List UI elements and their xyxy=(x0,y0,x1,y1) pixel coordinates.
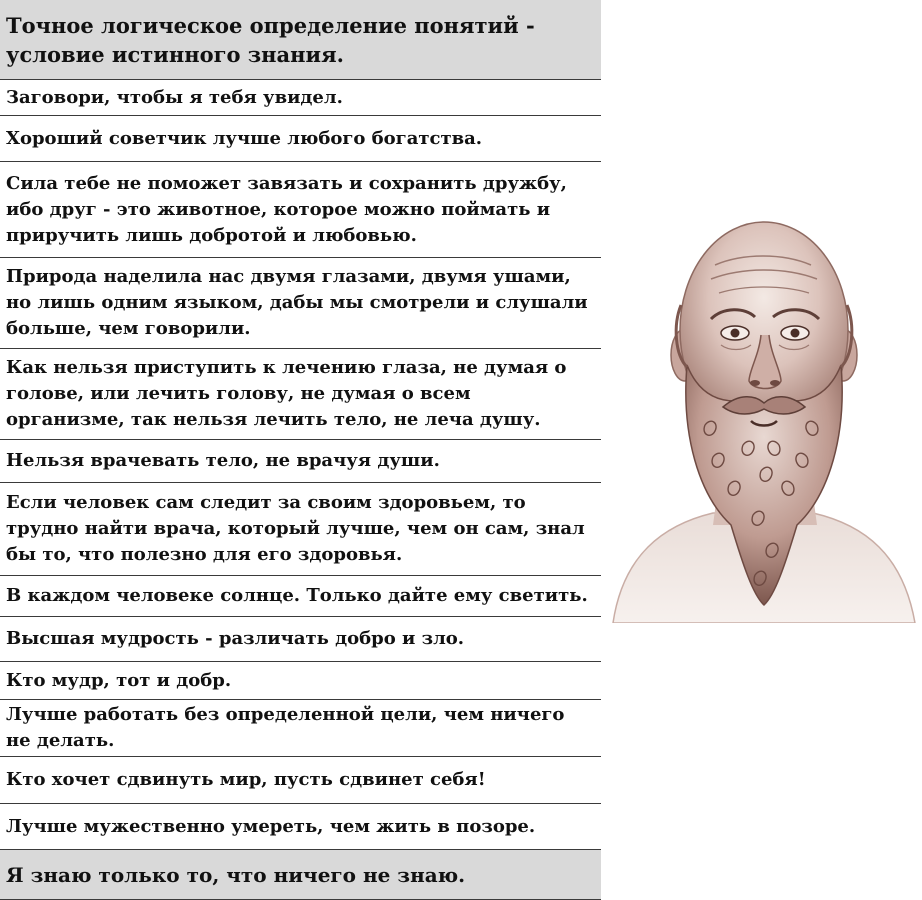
quote-text: Кто мудр, тот и добр. xyxy=(6,669,232,691)
quote-row xyxy=(0,116,601,162)
quote-text: Кто хочет сдвинуть мир, пусть сдвинет себя! xyxy=(6,769,486,790)
quote-row xyxy=(0,258,601,349)
heading-row xyxy=(0,0,601,80)
quote-row xyxy=(0,440,601,483)
quote-text: Заговори, чтобы я тебя увидел. xyxy=(6,86,343,108)
quote-text: Как нельзя приступить к лечению глаза, не думая о голове, или лечить голову, не думая о всем организме, так нельзя лечить тело, не леча душу. xyxy=(6,357,567,430)
quote-row xyxy=(0,617,601,662)
quote-text: Лучше мужественно умереть, чем жить в позоре. xyxy=(6,815,536,837)
quote-text: Высшая мудрость - различать добро и зло. xyxy=(6,628,465,649)
quote-row xyxy=(0,662,601,700)
heading-text: Точное логическое определение понятий - условие истинного знания. xyxy=(6,12,535,67)
quote-row xyxy=(0,700,601,757)
socrates-bust-icon xyxy=(603,195,922,623)
quote-row xyxy=(0,757,601,804)
closing-row xyxy=(0,850,601,900)
closing-text: Я знаю только то, что ничего не знаю. xyxy=(6,862,466,887)
quote-text: Природа наделила нас двумя глазами, двумя ушами, но лишь одним языком, дабы мы смотрели и слушали больше, чем говорили. xyxy=(6,266,588,339)
quote-row xyxy=(0,576,601,617)
quote-text: Если человек сам следит за своим здоровьем, то трудно найти врача, который лучше, чем он сам, знал бы то, что полезно для его здоровья. xyxy=(6,492,585,565)
quote-row xyxy=(0,349,601,440)
quote-text: В каждом человеке солнце. Только дайте ему светить. xyxy=(6,585,588,606)
quote-text: Сила тебе не поможет завязать и сохранить дружбу, ибо друг - это животное, которое можно поймать и приручить лишь добротой и любовью. xyxy=(6,172,567,246)
quote-text: Лучше работать без определенной цели, чем ничего не делать. xyxy=(6,704,565,751)
quote-row xyxy=(0,483,601,576)
quote-row xyxy=(0,162,601,258)
quote-text: Хороший советчик лучше любого богатства. xyxy=(6,127,483,149)
quote-row xyxy=(0,804,601,850)
quote-text: Нельзя врачевать тело, не врачуя души. xyxy=(6,450,440,471)
quote-row xyxy=(0,80,601,116)
